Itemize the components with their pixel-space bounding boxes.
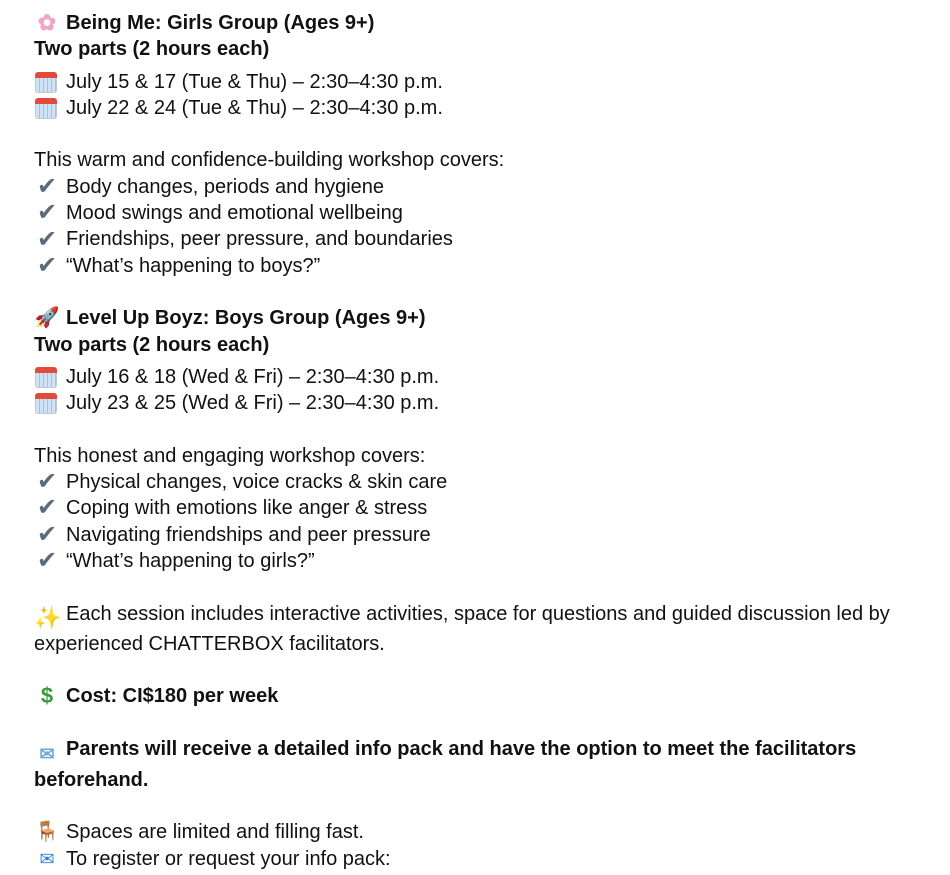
calendar-icon bbox=[34, 391, 58, 415]
rocket-icon: 🚀 bbox=[34, 307, 60, 330]
girls-group-subtitle: Two parts (2 hours each) bbox=[34, 38, 270, 61]
topic-text: Mood swings and emotional wellbeing bbox=[66, 202, 403, 225]
topic-text: Body changes, periods and hygiene bbox=[66, 175, 385, 198]
sparkles-icon: ✨ bbox=[34, 604, 62, 630]
chair-icon: 🪑 bbox=[34, 821, 60, 844]
date-text: July 22 & 24 (Tue & Thu) – 2:30–4:30 p.m. bbox=[66, 96, 443, 119]
check-mark-icon: ✔ bbox=[36, 468, 58, 496]
topic-text: Coping with emotions like anger & stress bbox=[66, 497, 428, 520]
date-text: July 23 & 25 (Wed & Fri) – 2:30–4:30 p.m. bbox=[66, 392, 440, 415]
girls-topic bbox=[34, 253, 950, 279]
check-mark-icon: ✔ bbox=[36, 520, 58, 548]
cost-line bbox=[34, 683, 950, 709]
topic-text: Navigating friendships and peer pressure bbox=[66, 523, 431, 546]
spaces-text: Spaces are limited and filling fast. bbox=[66, 821, 364, 844]
envelope-with-arrow-icon: ✉ bbox=[39, 743, 55, 764]
boys-date-1 bbox=[34, 364, 950, 390]
info-pack-note bbox=[34, 736, 914, 793]
check-mark-icon: ✔ bbox=[36, 494, 58, 522]
date-text: July 16 & 18 (Wed & Fri) – 2:30–4:30 p.m. bbox=[66, 365, 440, 388]
girls-topic bbox=[34, 174, 950, 200]
boys-date-2 bbox=[34, 390, 950, 416]
girls-group-title-line bbox=[34, 10, 950, 36]
register-line bbox=[34, 846, 950, 872]
dollar-sign-icon: $ bbox=[40, 683, 54, 709]
info-pack-text: Parents will receive a detailed info pack and have the option to meet the facilitators beforehand. bbox=[34, 737, 857, 791]
calendar-icon bbox=[34, 365, 58, 389]
date-text: July 15 & 17 (Tue & Thu) – 2:30–4:30 p.m. bbox=[66, 70, 443, 93]
girls-intro: This warm and confidence-building workshop covers: bbox=[34, 149, 505, 172]
check-mark-icon: ✔ bbox=[36, 225, 58, 253]
spaces-line bbox=[34, 819, 950, 845]
calendar-icon bbox=[34, 96, 58, 120]
check-mark-icon: ✔ bbox=[36, 199, 58, 227]
boys-intro: This honest and engaging workshop covers: bbox=[34, 444, 426, 467]
topic-text: “What’s happening to girls?” bbox=[66, 549, 315, 572]
check-mark-icon: ✔ bbox=[36, 547, 58, 575]
boys-group-subtitle: Two parts (2 hours each) bbox=[34, 333, 270, 356]
topic-text: “What’s happening to boys?” bbox=[66, 254, 321, 277]
check-mark-icon: ✔ bbox=[36, 251, 58, 279]
boys-topic bbox=[34, 495, 950, 521]
boys-topic bbox=[34, 522, 950, 548]
topic-text: Physical changes, voice cracks & skin care bbox=[66, 471, 448, 494]
check-mark-icon: ✔ bbox=[36, 172, 58, 200]
cherry-blossom-icon: ✿ bbox=[37, 10, 57, 36]
boys-topic bbox=[34, 548, 950, 574]
boys-group-title-line bbox=[34, 305, 950, 331]
cost-text: Cost: CI$180 per week bbox=[66, 685, 279, 708]
girls-group-title: Being Me: Girls Group (Ages 9+) bbox=[66, 12, 375, 34]
girls-topic bbox=[34, 200, 950, 226]
girls-date-1 bbox=[34, 69, 950, 95]
topic-text: Friendships, peer pressure, and boundaries bbox=[66, 228, 453, 251]
session-note-text: Each session includes interactive activities, space for questions and guided discussion led by experienced CHATTERBOX facilitators. bbox=[34, 602, 890, 655]
boys-group-title: Level Up Boyz: Boys Group (Ages 9+) bbox=[66, 307, 426, 330]
boys-topic bbox=[34, 469, 950, 495]
calendar-icon bbox=[34, 70, 58, 94]
girls-topic bbox=[34, 226, 950, 252]
session-note bbox=[34, 601, 914, 657]
email-icon: ✉ bbox=[39, 848, 55, 869]
girls-date-2 bbox=[34, 95, 950, 121]
register-text: To register or request your info pack: bbox=[66, 847, 391, 870]
